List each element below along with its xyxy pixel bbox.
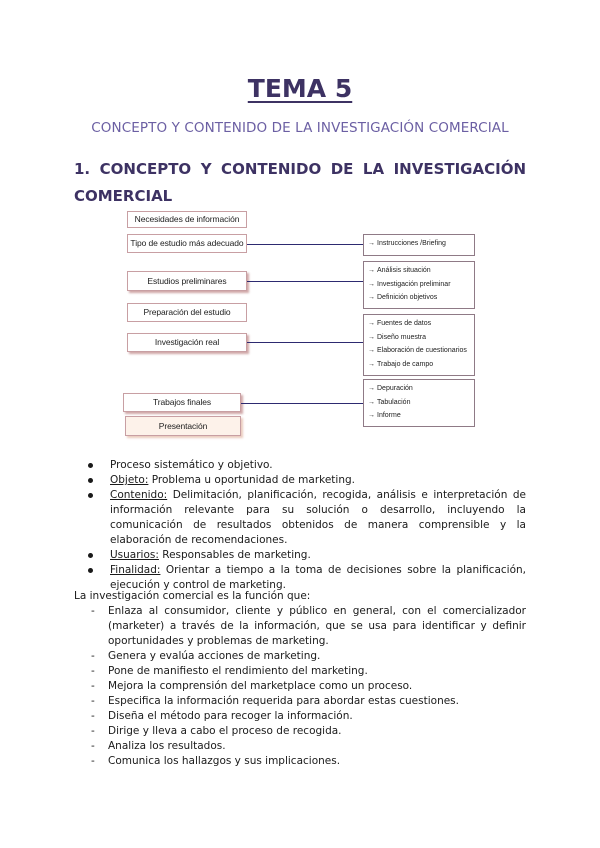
list-item: - Enlaza al consumidor, cliente y público en general, con el comercializador (marketer) a través de la información, que se usa para identificar y definir oportunidades y problemas de marketing. bbox=[74, 604, 526, 649]
page-title: TEMA 5 bbox=[247, 74, 353, 103]
item-label: Contenido: bbox=[110, 489, 168, 501]
detail-item: → Tabulación bbox=[368, 396, 470, 410]
list-item: - Diseña el método para recoger la información. bbox=[74, 709, 526, 724]
detail-item: → Instrucciones /Briefing bbox=[368, 237, 470, 251]
process-diagram bbox=[118, 207, 488, 442]
detail-item: → Investigación preliminar bbox=[368, 278, 470, 292]
list-item: - Mejora la comprensión del marketplace como un proceso. bbox=[74, 679, 526, 694]
item-text: Delimitación, planificación, recogida, análisis e interpretación de información relevante para su solución o desarrollo, incluyendo la comunicación de resultados obtenidos de manera comprensible y la elaboración de recomendaciones. bbox=[110, 489, 526, 546]
section-heading-line1: 1. CONCEPTO Y CONTENIDO DE LA INVESTIGACIÓN bbox=[74, 160, 526, 178]
list-item: - Comunica los hallazgos y sus implicaciones. bbox=[74, 754, 526, 769]
connector-line bbox=[247, 244, 363, 245]
functions-intro: La investigación comercial es la función que: bbox=[74, 590, 311, 602]
detail-item: → Análisis situación bbox=[368, 264, 470, 278]
detail-box bbox=[363, 234, 475, 256]
phase-box: Presentación bbox=[125, 416, 241, 436]
characteristics-list bbox=[74, 458, 526, 593]
detail-box bbox=[363, 314, 475, 376]
detail-item: → Elaboración de cuestionarios bbox=[368, 344, 470, 358]
page-subtitle: CONCEPTO Y CONTENIDO DE LA INVESTIGACIÓN COMERCIAL bbox=[91, 120, 509, 136]
detail-box bbox=[363, 379, 475, 427]
detail-item: → Informe bbox=[368, 409, 470, 423]
list-item: - Genera y evalúa acciones de marketing. bbox=[74, 649, 526, 664]
item-text: Proceso sistemático y objetivo. bbox=[110, 459, 273, 471]
detail-box bbox=[363, 261, 475, 309]
list-item bbox=[74, 458, 526, 473]
list-item: - Dirige y lleva a cabo el proceso de recogida. bbox=[74, 724, 526, 739]
item-text: Responsables de marketing. bbox=[158, 549, 311, 561]
detail-item: → Fuentes de datos bbox=[368, 317, 470, 331]
list-item: - Pone de manifiesto el rendimiento del marketing. bbox=[74, 664, 526, 679]
phase-box: Estudios preliminares bbox=[127, 271, 247, 291]
section-heading bbox=[74, 156, 526, 210]
phase-box: Investigación real bbox=[127, 333, 247, 352]
list-item bbox=[74, 548, 526, 563]
item-text: Problema u oportunidad de marketing. bbox=[148, 474, 355, 486]
functions-list bbox=[74, 604, 526, 769]
phase-box: Necesidades de información bbox=[127, 211, 247, 228]
item-label: Finalidad: bbox=[110, 564, 161, 576]
detail-item: → Trabajo de campo bbox=[368, 358, 470, 372]
item-label: Objeto: bbox=[110, 474, 149, 486]
detail-item: → Definición objetivos bbox=[368, 291, 470, 305]
connector-line bbox=[247, 281, 363, 282]
connector-line bbox=[247, 342, 363, 343]
list-item bbox=[74, 488, 526, 548]
list-item: - Especifica la información requerida para abordar estas cuestiones. bbox=[74, 694, 526, 709]
detail-item: → Diseño muestra bbox=[368, 331, 470, 345]
phase-box: Preparación del estudio bbox=[127, 303, 247, 322]
item-label: Usuarios: bbox=[110, 549, 159, 561]
item-text: Orientar a tiempo a la toma de decisiones sobre la planificación, ejecución y control de marketing. bbox=[110, 564, 526, 591]
phase-box: Trabajos finales bbox=[123, 393, 241, 412]
connector-line bbox=[241, 403, 363, 404]
detail-item: → Depuración bbox=[368, 382, 470, 396]
list-item bbox=[74, 473, 526, 488]
section-heading-line2: COMERCIAL bbox=[74, 187, 173, 205]
list-item: - Analiza los resultados. bbox=[74, 739, 526, 754]
phase-box: Tipo de estudio más adecuado bbox=[127, 234, 247, 253]
